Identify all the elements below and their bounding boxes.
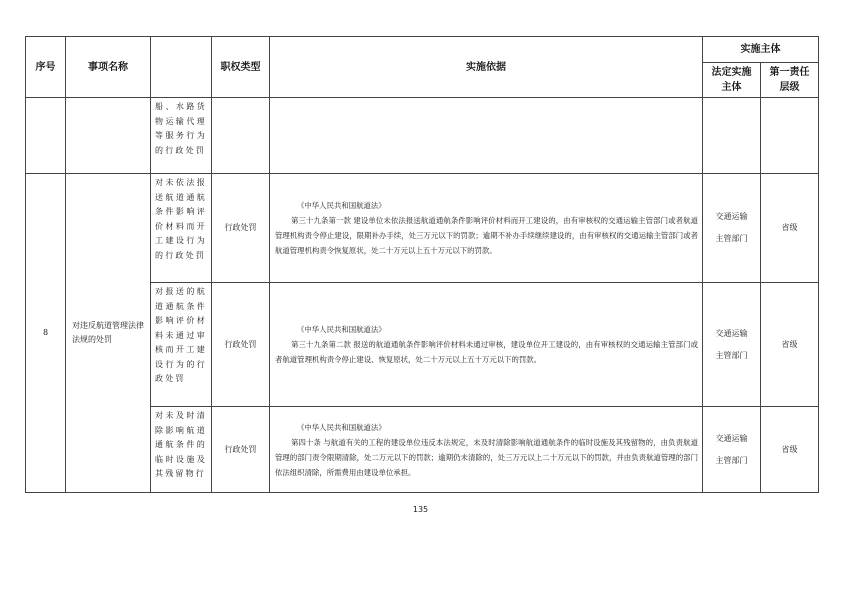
authority-type: 行政处罚 <box>212 283 270 407</box>
header-index: 序号 <box>26 37 66 98</box>
cell-empty <box>26 98 66 174</box>
law-title: 《中华人民共和国航道法》 <box>297 201 386 210</box>
authority-type: 行政处罚 <box>212 174 270 283</box>
page-number: 135 <box>412 505 429 514</box>
responsibility-level: 省级 <box>761 407 819 493</box>
sub-item-name <box>151 283 212 407</box>
cell-empty <box>270 98 703 174</box>
law-clause: 第四十条 与航道有关的工程的建设单位违反本法规定，未及时清除影响航道通航条件的临时设施及其残留物的，由负责航道管理的部门责令限期清除，处二万元以下的罚款；逾期仍未清除的，处三万元以上二十万元以下的罚款，并由负责航道管理的部门依法组织清除，所需费用由建设单位承担。 <box>275 437 698 477</box>
responsibility-level: 省级 <box>761 174 819 283</box>
header-row-top <box>26 37 819 63</box>
cell-empty <box>703 98 761 174</box>
legal-subject <box>703 283 761 407</box>
authority-table <box>25 36 819 493</box>
item-index: 8 <box>26 174 66 493</box>
header-authority-type: 职权类型 <box>212 37 270 98</box>
sub-item-name-text: 船、水路货物运输代理等服务行为的行政处罚 <box>155 102 207 155</box>
law-title: 《中华人民共和国航道法》 <box>297 325 386 334</box>
legal-basis <box>270 407 703 493</box>
legal-subject-line: 主管部门 <box>715 234 748 243</box>
legal-subject <box>703 407 761 493</box>
header-basis: 实施依据 <box>270 37 703 98</box>
header-blank <box>151 37 212 98</box>
law-clause: 第三十九条第二款 报送的航道通航条件影响评价材料未通过审核，建设单位开工建设的，由有审核权的交通运输主管部门或者航道管理机构责令停止建设、恢复原状，处二十万元以上五十万元以下的罚款。 <box>275 340 698 364</box>
responsibility-level: 省级 <box>761 283 819 407</box>
legal-subject-line: 交通运输 <box>715 212 748 221</box>
header-legal-subject-text: 法定实施主体 <box>711 67 752 93</box>
legal-subject-line: 主管部门 <box>715 455 748 465</box>
authority-type: 行政处罚 <box>212 407 270 493</box>
cell-empty <box>761 98 819 174</box>
legal-subject <box>703 174 761 283</box>
header-item-name: 事项名称 <box>66 37 151 98</box>
sub-item-name <box>151 174 212 283</box>
legal-basis <box>270 283 703 407</box>
legal-subject-line: 交通运输 <box>715 328 748 338</box>
legal-subject-line: 主管部门 <box>715 350 748 360</box>
sub-item-name <box>151 98 212 174</box>
law-title: 《中华人民共和国航道法》 <box>297 422 386 432</box>
item-name <box>66 174 151 493</box>
cell-empty <box>212 98 270 174</box>
sub-item-name-text: 对未及时清除影响航道通航条件的临时设施及其残留物行 <box>155 411 207 478</box>
header-first-responsibility-text: 第一责任层级 <box>769 67 810 93</box>
legal-basis <box>270 174 703 283</box>
cell-empty <box>66 98 151 174</box>
legal-subject-line: 交通运输 <box>715 433 748 443</box>
law-clause: 第三十九条第一款 建设单位未依法报送航道通航条件影响评价材料而开工建设的，由有审核权的交通运输主管部门或者航道管理机构责令停止建设，限期补办手续，处三万元以下的罚款；逾期不补办手续继续建设的，由有审核权的交通运输主管部门或者航道管理机构责令恢复原状，处二十万元以上五十万元以下的罚款。 <box>275 216 698 255</box>
sub-item-name-text: 对报送的航道通航条件影响评价材料未通过审核而开工建设行为的行政处罚 <box>155 287 207 383</box>
sub-item-name <box>151 407 212 493</box>
table-row <box>26 174 819 283</box>
item-name-text: 对违反航道管理法律法规的处罚 <box>72 321 144 344</box>
header-subject: 实施主体 <box>703 37 819 63</box>
header-first-responsibility <box>761 63 819 98</box>
header-legal-subject <box>703 63 761 98</box>
table-row-continued <box>26 98 819 174</box>
sub-item-name-text: 对未依法报送航道通航条件影响评价材料而开工建设行为的行政处罚 <box>155 178 207 260</box>
